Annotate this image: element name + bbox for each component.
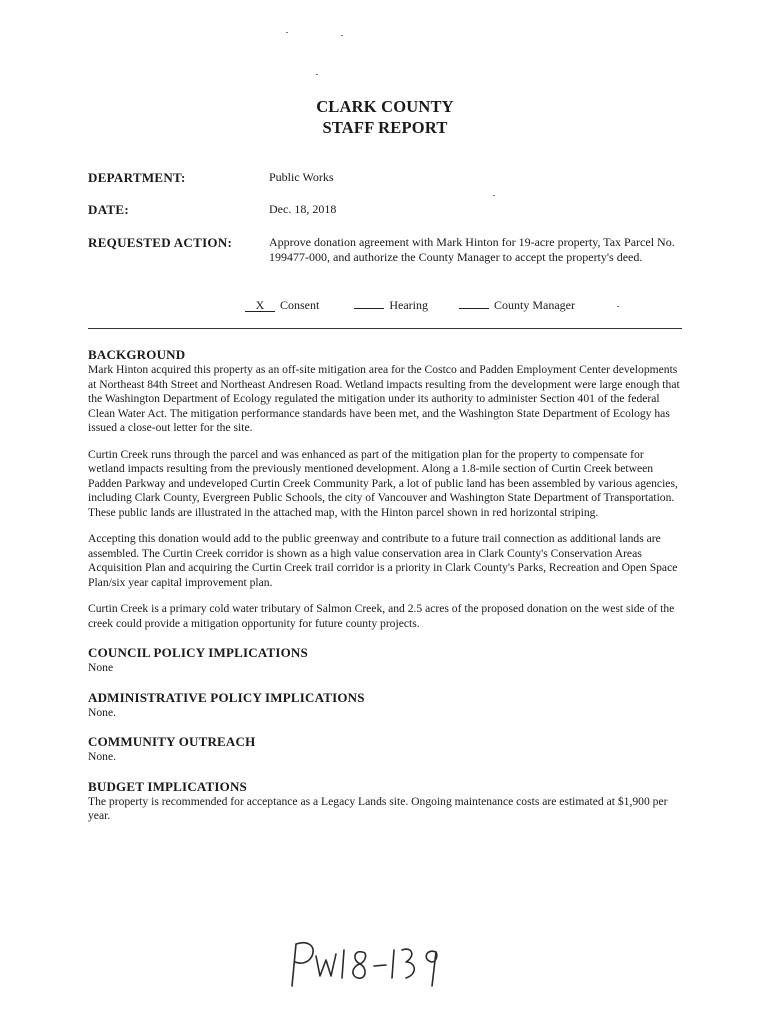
section-divider [88, 328, 682, 329]
background-paragraph-1: Mark Hinton acquired this property as an off-site mitigation area for the Costco and Padden Employment Center developments at Northeast 84th Street and Northeast Andresen Road. Wetland impacts resulting from the development were large enough that the Washington Department of Ecology regulated the mitigation under its authority to administer Section 401 of the federal Clean Water Act. The mitigation performance standards have been met, and the Washington State Department of Ecology has issued a close-out letter for the site. [88, 363, 680, 434]
consent-label: Consent [280, 298, 320, 312]
hearing-checkbox[interactable] [354, 308, 384, 309]
department-value: Public Works [269, 170, 334, 184]
county-manager-label: County Manager [494, 298, 575, 312]
agenda-type-selector [245, 298, 575, 313]
department-label: DEPARTMENT: [88, 170, 186, 185]
requested-action-label: REQUESTED ACTION: [88, 235, 233, 250]
administrative-policy-heading: ADMINISTRATIVE POLICY IMPLICATIONS [88, 689, 365, 705]
date-label: DATE: [88, 202, 129, 217]
date-value: Dec. 18, 2018 [269, 202, 337, 216]
county-manager-checkbox[interactable] [459, 308, 489, 309]
background-heading: BACKGROUND [88, 347, 186, 362]
budget-implications-text: The property is recommended for acceptance as a Legacy Lands site. Ongoing maintenance costs are estimated at $1,900 per year. [88, 794, 668, 822]
requested-action-value: Approve donation agreement with Mark Hinton for 19-acre property, Tax Parcel No. 199477-000, and authorize the County Manager to accept the property's deed. [269, 235, 675, 264]
background-paragraph-4: Curtin Creek is a primary cold water tributary of Salmon Creek, and 2.5 acres of the proposed donation on the west side of the creek could provide a mitigation opportunity for future county projects. [88, 602, 675, 630]
budget-implications-heading: BUDGET IMPLICATIONS [88, 778, 247, 794]
background-paragraph-3: Accepting this donation would add to the public greenway and contribute to a future trail connection as additional lands are assembled. The Curtin Creek corridor is shown as a high value conservation area in Clark County's Conservation Areas Acquisition Plan and acquiring the Curtin Creek trail corridor is a priority in Clark County's Parks, Recreation and Open Space Plan/six year capital improvement plan. [88, 532, 678, 589]
administrative-policy-text: None. [88, 705, 117, 719]
scan-speck [286, 32, 288, 33]
scan-speck [617, 306, 619, 307]
scan-speck [316, 74, 318, 75]
community-outreach-heading: COMMUNITY OUTREACH [88, 734, 256, 749]
handwritten-report-number [286, 936, 446, 992]
org-name: CLARK COUNTY [316, 97, 454, 116]
report-title [0, 96, 770, 138]
council-policy-heading: COUNCIL POLICY IMPLICATIONS [88, 645, 308, 660]
hearing-label: Hearing [389, 298, 428, 312]
consent-checkbox[interactable]: X [245, 300, 275, 312]
council-policy-text: None [88, 661, 114, 674]
report-body [88, 347, 682, 824]
background-paragraph-2: Curtin Creek runs through the parcel and was enhanced as part of the mitigation plan for the property to compensate for wetland impacts resulting from the previously mentioned development. Along a 1.8-mile section of Curtin Creek between Padden Parkway and undeveloped Curtin Creek Community Park, a lot of public land has been assembled by various agencies, including Clark County, Evergreen Public Schools, the city of Vancouver and Washington State Department of Transportation. These public lands are illustrated in the attached map, with the Hinton parcel shown in red horizontal striping. [88, 447, 678, 519]
community-outreach-text: None. [88, 750, 117, 763]
doc-type: STAFF REPORT [322, 118, 448, 137]
scan-speck [493, 195, 495, 196]
scan-speck [341, 35, 343, 36]
